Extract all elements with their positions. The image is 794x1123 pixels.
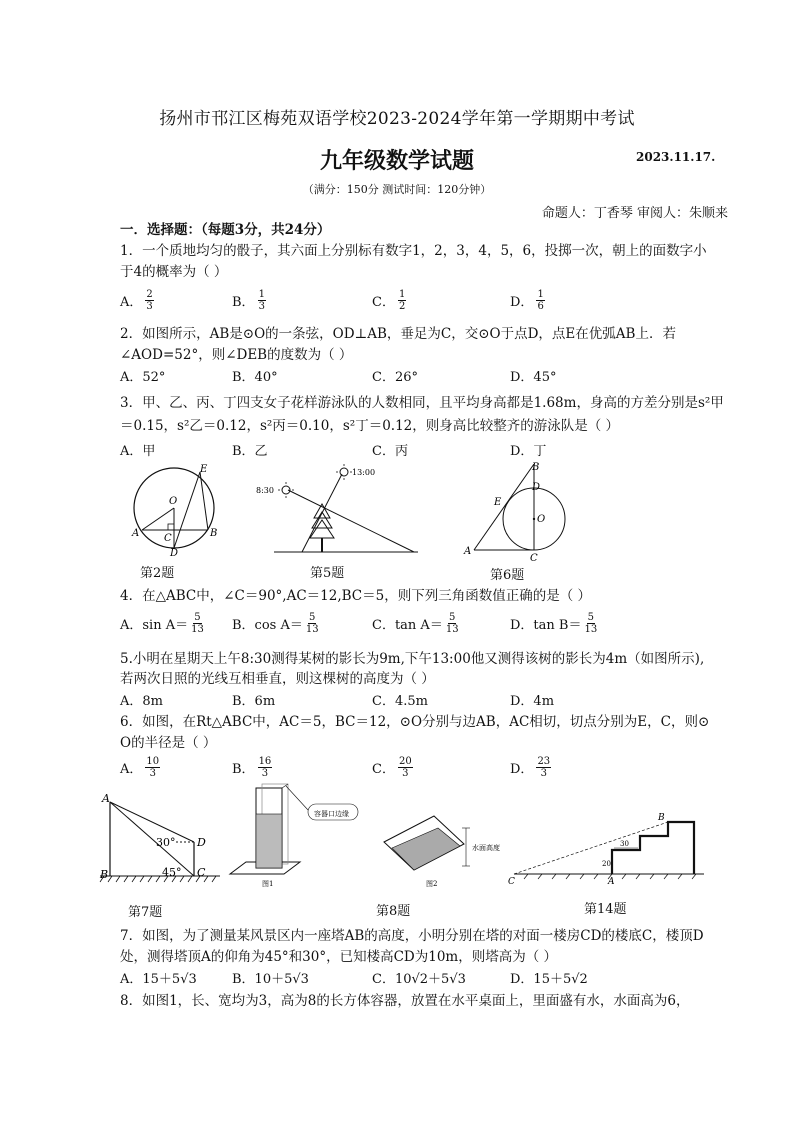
f14-label-30: 30	[620, 840, 629, 848]
f7-label-c: C	[197, 866, 206, 879]
q7-option-b: B．10＋5√3	[232, 972, 309, 987]
f2-label-d: D	[170, 548, 179, 556]
numerator: 2	[146, 289, 153, 300]
q3-option-b: B．乙	[232, 444, 268, 459]
f6-label-a: A	[464, 546, 472, 557]
f8-label-fig2: 图2	[426, 880, 438, 888]
numerator: 20	[398, 756, 412, 767]
denominator: 13	[191, 624, 204, 635]
numerator: 1	[398, 289, 406, 300]
f14-label-b: B	[658, 813, 665, 823]
figure-6-triangle-circle	[460, 458, 570, 562]
f8-label-water: 水面高度	[472, 844, 500, 852]
option-label: B．cos A＝	[232, 618, 303, 633]
f5-label-morning: 8:30	[256, 486, 274, 495]
f2-label-o: O	[169, 496, 178, 507]
f8-label-fig1: 图1	[262, 880, 274, 888]
numerator: 5	[309, 612, 316, 623]
q6-option-c	[372, 756, 413, 779]
f7-label-d: D	[197, 836, 206, 849]
fraction	[145, 756, 160, 779]
fraction	[398, 756, 413, 779]
figure-5-caption: 第5题	[310, 566, 345, 581]
question-7-line-1: 7．如图，为了测量某风景区内一座塔AB的高度，小明分别在塔的对面一楼房CD的楼底C，楼顶D	[120, 928, 704, 944]
denominator: 3	[258, 301, 265, 312]
denominator: 3	[261, 768, 269, 779]
question-7-line-2: 处，测得塔顶A的仰角为45°和30°，已知楼高CD为10m，则塔高为（ ）	[120, 949, 558, 965]
denominator: 6	[537, 301, 544, 312]
score-info: （满分：150分 测试时间：120分钟）	[302, 183, 492, 196]
f2-label-a: A	[132, 528, 140, 539]
option-label: B．	[232, 762, 255, 777]
section-heading: 一．选择题：（每题3分，共24分）	[120, 222, 331, 238]
figure-5-tree-shadow	[252, 460, 420, 556]
denominator: 13	[305, 624, 319, 635]
q2-option-c: C．26°	[372, 370, 418, 385]
q4-option-d	[510, 612, 597, 635]
figure-8-caption: 第8题	[376, 904, 411, 919]
denominator: 13	[584, 624, 598, 635]
q1-option-c	[372, 289, 406, 312]
denominator: 3	[149, 768, 156, 779]
question-8-line-1: 8．如图1，长、宽均为3，高为8的长方体容器，放置在水平桌面上，里面盛有水，水面高为6，	[120, 993, 690, 1009]
option-label: D．	[510, 762, 534, 777]
figure-14-stairs	[508, 808, 708, 890]
denominator: 13	[445, 624, 459, 635]
numerator: 10	[146, 756, 160, 767]
question-3-line-2: ＝0.15，s²乙＝0.12，s²丙＝0.10，s²丁＝0.12，则身高比较整齐的游泳队是（ ）	[120, 418, 620, 434]
q4-option-c	[372, 612, 459, 635]
q2-option-a: A．52°	[120, 370, 166, 385]
f7-label-b: B	[100, 868, 109, 881]
question-2-line-2: ∠AOD=52°，则∠DEB的度数为（ ）	[120, 347, 353, 363]
numerator: 5	[194, 612, 201, 623]
exam-date: 2023.11.17.	[636, 150, 716, 164]
q6-option-a	[120, 756, 160, 779]
fraction	[258, 756, 273, 779]
f6-label-o: O	[537, 514, 546, 525]
f2-label-b: B	[210, 528, 218, 539]
q1-option-a	[120, 289, 154, 312]
numerator: 5	[449, 612, 456, 623]
figure-8-container	[224, 782, 524, 890]
f8-label-rim: 容器口边缘	[314, 810, 349, 818]
figure-2-circle-chord	[128, 462, 224, 556]
fraction	[536, 289, 544, 312]
fraction	[258, 289, 266, 312]
numerator: 5	[587, 612, 595, 623]
figure-7-tower-building	[96, 788, 226, 884]
numerator: 1	[258, 289, 265, 300]
numerator: 23	[537, 756, 551, 767]
f14-label-c: C	[508, 877, 515, 887]
f6-label-e: E	[494, 497, 502, 508]
option-label: C．	[372, 295, 395, 310]
q7-option-a: A．15＋5√3	[120, 972, 197, 987]
q6-option-b	[232, 756, 272, 779]
option-label: A．	[120, 295, 143, 310]
q3-option-d: D．丁	[510, 444, 547, 459]
question-5-line-2: 若两次日照的光线互相垂直，则这棵树的高度为（ ）	[120, 671, 435, 687]
fraction	[584, 612, 597, 635]
numerator: 1	[537, 289, 544, 300]
fraction	[191, 612, 204, 635]
question-6-line-2: O的半径是（ ）	[120, 735, 217, 751]
exam-title: 扬州市邗江区梅苑双语学校2023-2024学年第一学期期中考试	[159, 109, 635, 129]
q2-option-d: D．45°	[510, 370, 557, 385]
denominator: 2	[398, 301, 406, 312]
f7-label-angle-30: 30°	[156, 836, 176, 849]
question-3-line-1: 3．甲、乙、丙、丁四支女子花样游泳队的人数相同，且平均身高都是1.68m，身高的方差分别是s²甲	[120, 395, 724, 411]
q7-option-c: C．10√2＋5√3	[372, 972, 466, 987]
denominator: 3	[402, 768, 409, 779]
option-label: A．sin A＝	[120, 618, 189, 633]
fraction	[536, 756, 551, 779]
option-label: D．	[510, 295, 534, 310]
option-label: B．	[232, 295, 255, 310]
f6-label-c: C	[530, 553, 538, 562]
q4-option-b	[232, 612, 319, 635]
figure-6-caption: 第6题	[490, 568, 525, 583]
f5-label-afternoon: 13:00	[352, 468, 376, 477]
numerator: 16	[258, 756, 272, 767]
f7-label-angle-45: 45°	[162, 866, 182, 879]
q4-option-a	[120, 612, 204, 635]
f6-label-b: B	[532, 462, 540, 473]
denominator: 3	[146, 301, 153, 312]
authors: 命题人：丁香琴 审阅人：朱顺来	[541, 206, 728, 221]
question-2-line-1: 2．如图所示，AB是⊙O的一条弦，OD⊥AB，垂足为C，交⊙O于点D，点E在优弧AB上．若	[120, 326, 676, 342]
question-6-line-1: 6．如图，在Rt△ABC中，AC＝5，BC＝12，⊙O分别与边AB，AC相切，切点分别为E，C，则⊙	[120, 714, 710, 730]
question-1-line-1: 1．一个质地均匀的骰子，其六面上分别标有数字1，2，3，4，5，6，投掷一次，朝上的面数字小	[120, 243, 707, 259]
f2-label-e: E	[200, 464, 208, 475]
q2-option-b: B．40°	[232, 370, 278, 385]
option-label: D．tan B＝	[510, 618, 582, 633]
f6-label-d: D	[532, 482, 541, 493]
question-5-line-1: 5.小明在星期天上午8:30测得某树的影长为9m,下午13:00他又测得该树的影长为4m（如图所示),	[120, 651, 705, 667]
figure-2-caption: 第2题	[140, 566, 175, 581]
q3-option-a: A．甲	[120, 444, 156, 459]
f14-label-20: 20	[602, 860, 611, 868]
fraction	[306, 612, 319, 635]
denominator: 3	[540, 768, 547, 779]
option-label: C．	[372, 762, 395, 777]
q1-option-d	[510, 289, 545, 312]
fraction	[398, 289, 406, 312]
q3-option-c: C．丙	[372, 444, 408, 459]
q6-option-d	[510, 756, 551, 779]
f14-label-a: A	[608, 877, 615, 887]
question-1-line-2: 于4的概率为（ ）	[120, 264, 228, 280]
figure-7-caption: 第7题	[128, 905, 163, 920]
q5-option-c: C．4.5m	[372, 694, 428, 709]
q5-option-b: B．6m	[232, 694, 276, 709]
f2-label-c: C	[164, 533, 172, 544]
fraction	[145, 289, 153, 312]
f7-label-a: A	[102, 792, 110, 805]
q5-option-d: D．4m	[510, 694, 555, 709]
exam-subtitle: 九年级数学试题	[319, 148, 474, 174]
option-label: C．tan A＝	[372, 618, 443, 633]
fraction	[446, 612, 459, 635]
q1-option-b	[232, 289, 266, 312]
figure-14-caption: 第14题	[584, 902, 627, 917]
q7-option-d: D．15＋5√2	[510, 972, 588, 987]
question-4-line-1: 4．在△ABC中，∠C＝90°,AC＝12,BC＝5，则下列三角函数值正确的是（ ）	[120, 588, 592, 604]
q5-option-a: A．8m	[120, 694, 163, 709]
option-label: A．	[120, 762, 143, 777]
